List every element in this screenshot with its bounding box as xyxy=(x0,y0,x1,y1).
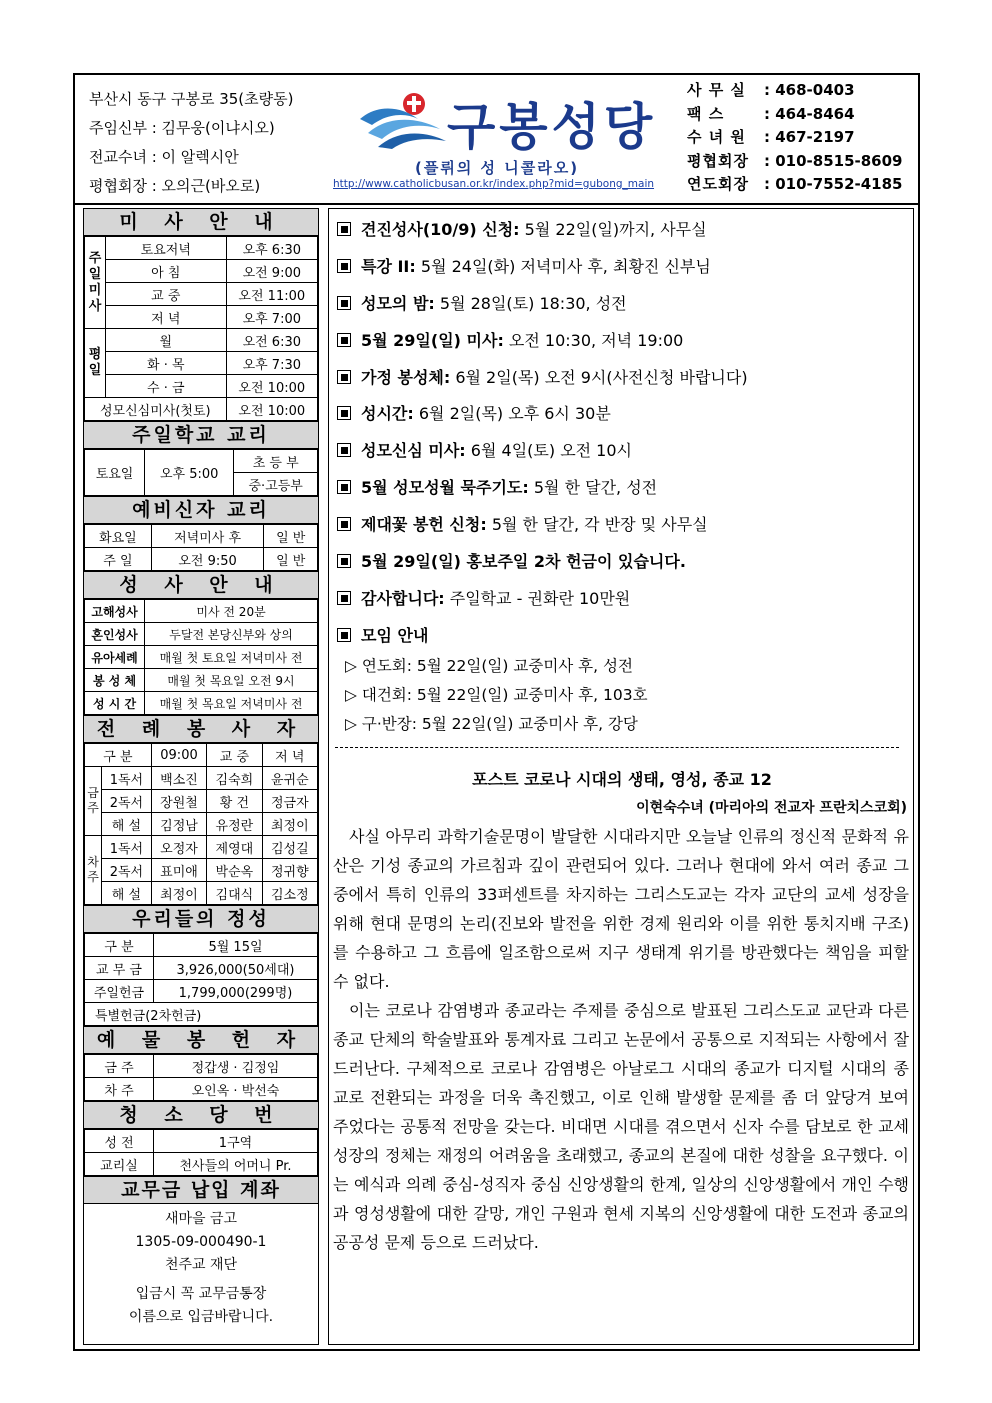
announcement-item: 5월 성모성월 묵주기도: 5월 한 달간, 성전 xyxy=(337,475,657,498)
article-author: 이현숙수녀 (마리아의 전교자 프란치스코회) xyxy=(636,800,907,816)
bullet-square-icon xyxy=(337,406,351,420)
header-info xyxy=(89,85,294,201)
bullet-square-icon xyxy=(337,480,351,494)
contact-row: 연도회장 : 010-7552-4185 xyxy=(687,175,903,193)
weekday-mass-label: 평일 xyxy=(85,329,106,398)
cleaning-table: 성 전 1구역 교리실 천사들의 어머니 Pr. xyxy=(84,1129,318,1176)
header xyxy=(75,75,918,205)
servers-title: 전 례 봉 사 자 xyxy=(84,715,318,743)
account-info: 새마을 금고 1305-09-000490-1 천주교 재단 입금시 꼭 교무금통장 이름으로 입금바랍니다. xyxy=(128,1211,274,1325)
sister: 전교수녀 : 이 알렉시안 xyxy=(89,148,239,166)
mass-schedule-title: 미 사 안 내 xyxy=(84,209,318,236)
pastor: 주임신부 : 김무웅(이냐시오) xyxy=(89,119,275,137)
meeting-item: ▷ 대건회: 5월 22일(일) 교중미사 후, 103호 xyxy=(345,686,648,704)
contact-row: 수 녀 원 : 467-2197 xyxy=(687,128,855,146)
article-paragraph: 이는 코로나 감염병과 종교라는 주제를 중심으로 발표된 그리스도교 교단과 다른 종교 단체의 학술발표와 통계자료 그리고 논문에서 공통으로 지적되는 사항에서 잘 드러난다. 구체적으로 코로나 감염병은 아날로그 시대의 종교가 디지털 시대의 종교로 전환되는 과정을 더욱 촉진했고, 이로 인해 발생할 문제를 좀 더 앞당겨 보여주었다는 공통적 전망을 갖는다. 비대면 시대를 겪으면서 신자 수를 담보로 한 교세 성장의 정체는 재정의 어려움을 초래했고, 종교의 본질에 대한 성찰을 요구했다. 이는 예식과 의례 중심-성직자 중심 신앙생활의 한계, 일상의 신앙생활에서 개인 수행과 영성생활에 대한 갈망, 개인 구원과 현세 지복의 신앙생활에 대한 도전과 종교의 공공성 문제 등으로 드러났다. xyxy=(333,1001,909,1252)
servers-table: 구 분 09:00 교 중 저 녁 금주 1독서 백소진 김숙희 윤귀순 2독서 장원철 황 건 정금자 해 설 김정남 유정란 최정이 차주 1독서 오정자 제영대 김성길 2독서 표미애 박순옥 정귀향 해 설 최정이 김대식 김소정 xyxy=(84,743,318,905)
donation-table: 금 주 정갑생 · 김정임 차 주 오인옥 · 박선숙 xyxy=(84,1054,318,1101)
divider xyxy=(335,747,899,748)
contact-row: 사 무 실 : 468-0403 xyxy=(687,81,855,99)
contact-list xyxy=(687,79,902,197)
bullet-square-icon xyxy=(337,591,351,605)
announcement-item: 성시간: 6월 2일(목) 오후 6시 30분 xyxy=(337,401,611,424)
offering-table: 구 분 5월 15일 교 무 금 3,926,000(50세대) 주일헌금 1,799,000(299명) 특별헌금(2차헌금) xyxy=(84,933,318,1026)
contact-row: 평협회장 : 010-8515-8609 xyxy=(687,151,903,170)
announcement-item: 5월 29일(일) 미사: 오전 10:30, 저녁 19:00 xyxy=(337,328,683,351)
announcement-item: 제대꽃 봉헌 신청: 5월 한 달간, 각 반장 및 사무실 xyxy=(337,512,708,535)
sunday-mass-label: 주일미사 xyxy=(85,237,106,329)
parish-subtitle: (플뤼의 성 니콜라오) xyxy=(415,159,580,177)
article-title: 포스트 코로나 시대의 생태, 영성, 종교 12 xyxy=(472,770,772,789)
sunday-school-title: 주일학교 교리 xyxy=(84,421,318,449)
announcement-item: 모임 안내 xyxy=(337,623,428,646)
bullet-square-icon xyxy=(337,517,351,531)
announcement-item: 가정 봉성체: 6월 2일(목) 오전 9시(사전신청 바랍니다) xyxy=(337,365,748,388)
council-president: 평협회장 : 오의근(바오로) xyxy=(89,177,261,195)
bullet-square-icon xyxy=(337,222,351,236)
contact-row: 팩 스 : 464-8464 xyxy=(687,104,855,123)
sidebar xyxy=(83,208,319,1345)
account-title: 교무금 납입 계좌 xyxy=(84,1176,318,1204)
address: 부산시 동구 구봉로 35(초량동) xyxy=(89,90,294,108)
catechumen-table: 화요일 저녁미사 후 일 반 주 일 오전 9:50 일 반 xyxy=(84,524,318,571)
bullet-square-icon xyxy=(337,333,351,347)
meeting-item: ▷ 구·반장: 5월 22일(일) 교중미사 후, 강당 xyxy=(345,715,638,733)
announcement-item: 성모신심 미사: 6월 4일(토) 오전 10시 xyxy=(337,438,632,461)
parish-title: 구봉성당 xyxy=(447,98,657,156)
sunday-school-table: 토요일 오후 5:00 초 등 부 중·고등부 xyxy=(84,449,318,496)
offering-title: 우리들의 정성 xyxy=(84,905,318,933)
parish-url-link[interactable]: http://www.catholicbusan.or.kr/index.php?mid=gubong_main xyxy=(333,178,655,190)
church-logo-icon xyxy=(358,89,448,151)
sacrament-table: 고해성사 미사 전 20분 혼인성사 두달전 본당신부와 상의 유아세례 매월 첫 토요일 저녁미사 전 봉 성 체 매월 첫 목요일 오전 9시 성 시 간 매월 첫 목요일 저녁미사 전 xyxy=(84,599,318,715)
sacrament-title: 성 사 안 내 xyxy=(84,571,318,599)
meeting-item: ▷ 연도회: 5월 22일(일) 교중미사 후, 성전 xyxy=(345,657,633,675)
catechumen-title: 예비신자 교리 xyxy=(84,496,318,524)
article-body xyxy=(333,822,909,1257)
main-content xyxy=(328,208,914,1345)
donation-title: 예 물 봉 헌 자 xyxy=(84,1026,318,1054)
bullet-square-icon xyxy=(337,259,351,273)
bullet-square-icon xyxy=(337,554,351,568)
announcement-item: 5월 29일(일) 홍보주일 2차 헌금이 있습니다. xyxy=(337,549,686,572)
bullet-square-icon xyxy=(337,628,351,642)
announcement-item: 견진성사(10/9) 신청: 5월 22일(일)까지, 사무실 xyxy=(337,217,707,240)
mass-schedule-table: 주일미사 토요저녁 오후 6:30 아 침 오전 9:00 교 중 오전 11:00 저 녁 오후 7:00 평일 월 오전 6:30 화 · 목 오후 7:30 수 · 금 오전 10:00 성모신심미사(첫토) 오전 10:00 xyxy=(84,236,318,421)
announcement-item: 특강 II: 5월 24일(화) 저녁미사 후, 최황진 신부님 xyxy=(337,254,711,277)
bullet-square-icon xyxy=(337,443,351,457)
bullet-square-icon xyxy=(337,296,351,310)
announcement-item: 성모의 밤: 5월 28일(토) 18:30, 성전 xyxy=(337,291,627,314)
bulletin-frame xyxy=(73,73,920,1351)
announcement-item: 감사합니다: 주일학교 - 권화란 10만원 xyxy=(337,586,630,609)
bullet-square-icon xyxy=(337,370,351,384)
cleaning-title: 청 소 당 번 xyxy=(84,1101,318,1129)
article-paragraph: 사실 아무리 과학기술문명이 발달한 시대라지만 오늘날 인류의 정신적 문화적 유산은 기성 종교의 가르침과 깊이 관련되어 있다. 그러나 현대에 와서 여러 종교 그중에서 특히 인류의 33퍼센트를 차지하는 그리스도교는 각자 교단의 교세 성장을 위해 현대 문명의 논리(진보와 발전을 위한 경제 원리와 이를 위한 통치지배 구조)를 수용하고 그 흐름에 일조함으로써 지구 생태계 위기를 방관했다는 책임을 피할 수 없다. xyxy=(333,827,909,991)
